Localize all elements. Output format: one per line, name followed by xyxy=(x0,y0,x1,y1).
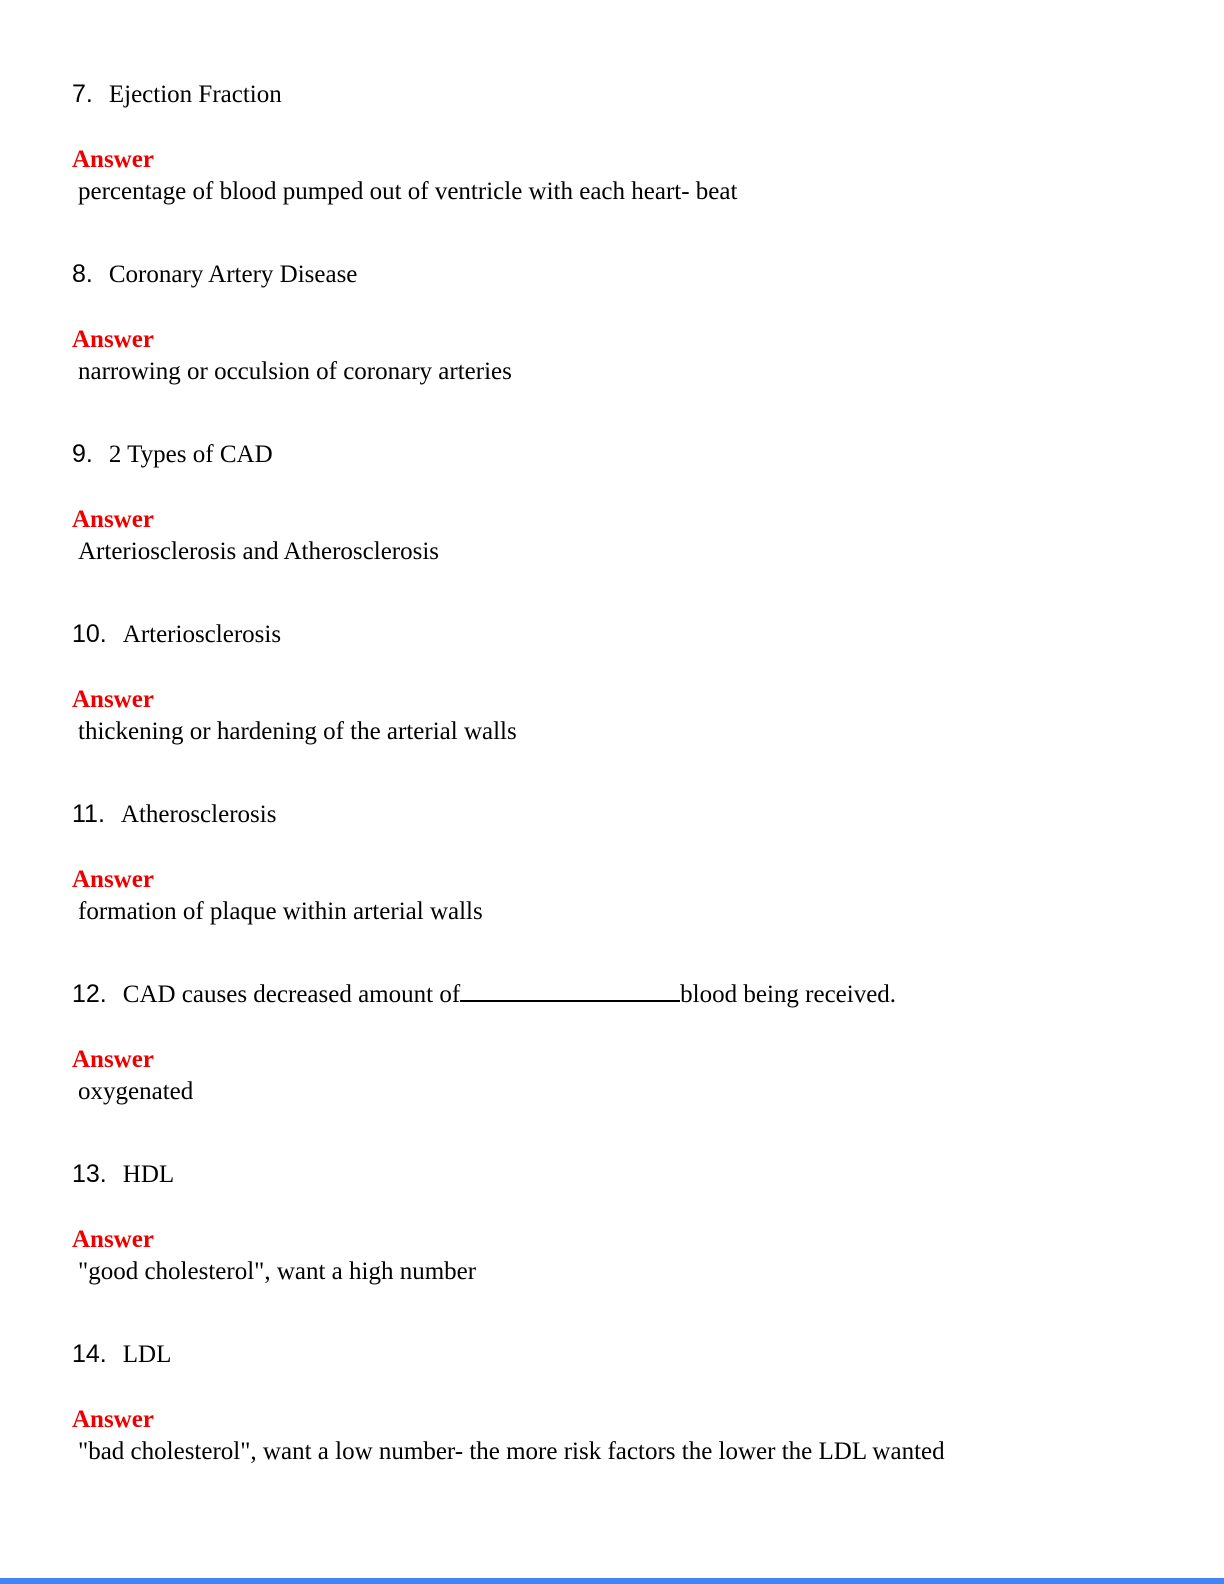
question-text: Ejection Fraction xyxy=(108,81,282,108)
answer-label: Answer xyxy=(72,1406,154,1433)
question-line xyxy=(72,78,1164,111)
answer-text: narrowing or occulsion of coronary arteries xyxy=(78,358,512,385)
answer-text: formation of plaque within arterial walls xyxy=(78,898,483,925)
answer-label: Answer xyxy=(72,326,154,353)
question-line xyxy=(72,438,1164,471)
answer-text: thickening or hardening of the arterial walls xyxy=(78,718,517,745)
question-text: HDL xyxy=(122,1161,175,1188)
question-item xyxy=(72,78,1164,208)
question-number: 12. xyxy=(72,980,107,1008)
question-number: 8. xyxy=(72,260,93,288)
question-line xyxy=(72,618,1164,651)
answer-text: "bad cholesterol", want a low number- the more risk factors the lower the LDL wanted xyxy=(78,1438,945,1465)
question-item xyxy=(72,1158,1164,1288)
question-item xyxy=(72,618,1164,748)
answer-label: Answer xyxy=(72,1226,154,1253)
answer-text: oxygenated xyxy=(78,1078,194,1105)
question-line xyxy=(72,1338,1164,1371)
answer-text: "good cholesterol", want a high number xyxy=(78,1258,477,1285)
question-item xyxy=(72,438,1164,568)
question-line xyxy=(72,798,1164,831)
answer-label: Answer xyxy=(72,866,154,893)
question-text: LDL xyxy=(122,1341,172,1368)
answer-label: Answer xyxy=(72,146,154,173)
question-line xyxy=(72,258,1164,291)
question-number: 10. xyxy=(72,620,107,648)
question-item xyxy=(72,1338,1164,1468)
question-line xyxy=(72,1158,1164,1191)
question-number: 7. xyxy=(72,80,93,108)
answer-label: Answer xyxy=(72,1046,154,1073)
fill-in-blank-line xyxy=(460,1000,680,1002)
question-text-after-blank: blood being received. xyxy=(680,981,897,1008)
question-line xyxy=(72,978,1164,1011)
question-number: 14. xyxy=(72,1340,107,1368)
question-number: 13. xyxy=(72,1160,107,1188)
answer-label: Answer xyxy=(72,506,154,533)
question-text-before-blank: CAD causes decreased amount of xyxy=(122,981,461,1008)
question-text: 2 Types of CAD xyxy=(108,441,273,468)
question-item xyxy=(72,258,1164,388)
question-item xyxy=(72,978,1164,1108)
question-item xyxy=(72,798,1164,928)
question-number: 11. xyxy=(72,800,105,828)
answer-label: Answer xyxy=(72,686,154,713)
answer-text: percentage of blood pumped out of ventricle with each heart- beat xyxy=(78,178,738,205)
question-number: 9. xyxy=(72,440,93,468)
question-text: Arteriosclerosis xyxy=(122,621,282,648)
page-divider-bar xyxy=(0,1578,1224,1584)
question-text: Atherosclerosis xyxy=(120,801,277,828)
answer-text: Arteriosclerosis and Atherosclerosis xyxy=(78,538,440,565)
question-text: Coronary Artery Disease xyxy=(108,261,358,288)
